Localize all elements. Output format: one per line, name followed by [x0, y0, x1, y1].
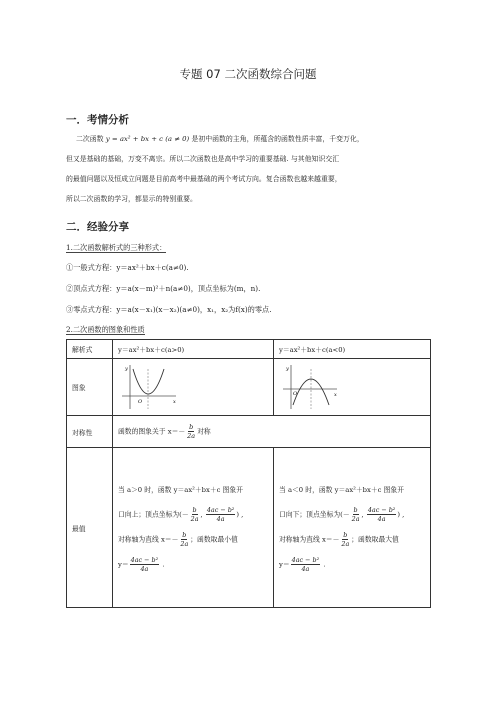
form-zeros: ③零点式方程：y＝a(x－x₁)(x－x₂)(a≠0)，x₁，x₂为f(x)的零点. — [66, 305, 272, 314]
upward-parabola-graph — [120, 363, 180, 411]
row-label-graph: 图象 — [67, 359, 113, 416]
form-vertex: ②顶点式方程：y＝a(x－m)²＋n(a≠0)，顶点坐标为(m，n). — [66, 284, 261, 293]
extremum-negative-cell: 当 a＜0 时，函数 y＝ax²＋bx＋c 图象开 口向下；顶点坐标为(－ $\frac{b}{2a}$ , $\frac{\text{4ac − b²}}{4a}$ ) , 对称轴为直线 x＝－ $\frac{b}{2a}$ ；函数取最大值 y＝ $\frac{\text{4ac − b²}}{4a}$ . — [274, 448, 431, 608]
svg-text:y: y — [125, 366, 128, 372]
svg-text:O: O — [293, 391, 298, 397]
sub-heading-forms: 1.二次函数解析式的三种形式： — [66, 243, 167, 252]
section1-line1: 二次函数 y = ax² + bx + c (a ≠ 0) 是初中函数的主角，所蕴含的函数性质丰富，千变万化， — [76, 135, 364, 143]
quadratic-formula: y = ax² + bx + c (a ≠ 0) — [105, 135, 190, 143]
page-title: 专题 07 二次函数综合问题 — [179, 67, 317, 81]
header-a-positive: y＝ax²＋bx＋c(a>0) — [113, 340, 274, 359]
fraction-b-2a: $\frac{b}{2a}$ — [187, 423, 196, 440]
table-row — [67, 359, 431, 416]
properties-table — [66, 339, 431, 608]
table-row — [67, 416, 431, 448]
section2-heading: 二．经验分享 — [66, 221, 129, 233]
table-row — [67, 448, 431, 608]
header-a-negative: y＝ax²＋bx＋c(a<0) — [274, 340, 431, 359]
graph-downward-cell — [274, 359, 431, 416]
svg-text:x: x — [334, 392, 337, 398]
extremum-positive-cell: 当 a＞0 时，函数 y＝ax²＋bx＋c 图象开 口向上；顶点坐标为(－ $\frac{b}{2a}$ , $\frac{\text{4ac − b²}}{4a}$ ) , 对称轴为直线 x＝－ $\frac{b}{2a}$ ；函数取最小值 y＝ $\frac{\text{4ac − b²}}{4a}$ . — [113, 448, 274, 608]
section1-line2: 但又是基础的基础，万变不离宗。所以二次函数也是高中学习的重要基础. 与其他知识交汇 — [66, 155, 340, 163]
sub-heading-graph: 2.二次函数的图象和性质 — [66, 325, 145, 334]
section1-line4: 所以二次函数的学习，都显示的特别重要。 — [66, 195, 197, 203]
row-label-symmetry: 对称性 — [67, 416, 113, 448]
graph-upward-cell — [113, 359, 274, 416]
row-label-extremum: 最值 — [67, 448, 113, 608]
form-general: ①一般式方程：y＝ax²＋bx＋c(a≠0). — [66, 263, 189, 272]
parabola-curve — [133, 369, 164, 394]
row-label-form: 解析式 — [67, 340, 113, 359]
svg-text:O: O — [138, 399, 143, 405]
section1-heading: 一．考情分析 — [66, 114, 129, 126]
symmetry-cell: 函数的图象关于 x＝－ $\frac{b}{2a}$ 对称 — [113, 416, 431, 448]
svg-text:x: x — [173, 399, 176, 405]
section1-line3: 的最值问题以及恒成立问题是目前高考中最基础的两个考试方向。复合函数也越来越重要， — [66, 175, 342, 183]
downward-parabola-graph — [281, 363, 341, 411]
svg-text:y: y — [286, 366, 289, 372]
table-row — [67, 340, 431, 359]
